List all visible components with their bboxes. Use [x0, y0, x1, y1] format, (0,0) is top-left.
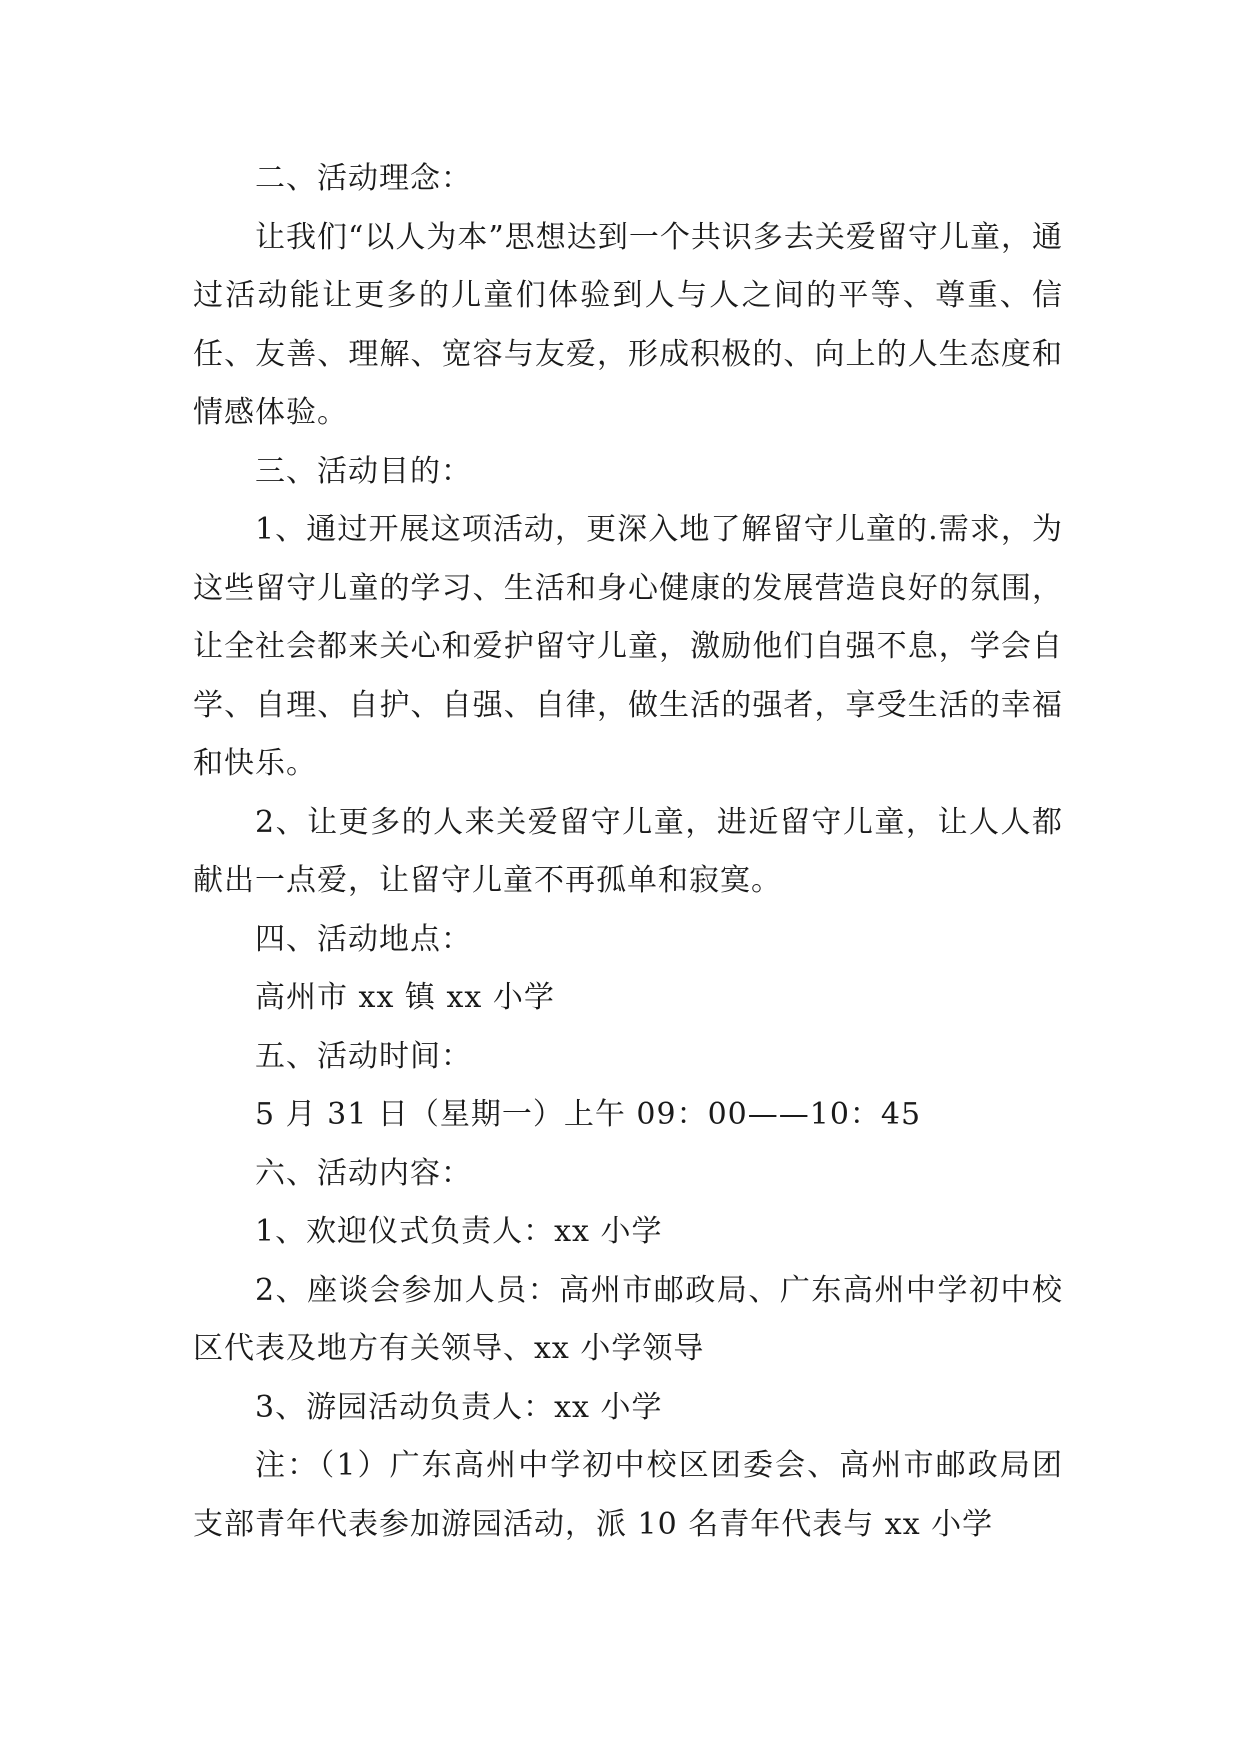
- paragraph-content-3: 3、游园活动负责人：xx 小学: [255, 1389, 663, 1425]
- paragraph-time: 5 月 31 日（星期一）上午 09：00——10：45: [255, 1097, 922, 1132]
- section-heading-time: 五、活动时间：: [255, 1038, 472, 1074]
- section-heading-content: 六、活动内容：: [255, 1155, 472, 1191]
- section-heading-location: 四、活动地点：: [255, 921, 472, 957]
- paragraph-purpose-2: 2、让更多的人来关爱留守儿童，进近留守儿童，让人人都献出一点爱，让留守儿童不再孤单和寂寞。: [193, 804, 1063, 898]
- paragraph-content-1: 1、欢迎仪式负责人：xx 小学: [255, 1214, 663, 1249]
- paragraph-location: 高州市 xx 镇 xx 小学: [255, 980, 555, 1015]
- paragraph-purpose-1: 1、通过开展这项活动，更深入地了解留守儿童的.需求，为这些留守儿童的学习、生活和身心健康的发展营造良好的氛围，让全社会都来关心和爱护留守儿童，激励他们自强不息，学会自学、自理、自护、自强、自律，做生活的强者，享受生活的幸福和快乐。: [193, 512, 1063, 781]
- paragraph-concept: 让我们“以人为本”思想达到一个共识多去关爱留守儿童，通过活动能让更多的儿童们体验到人与人之间的平等、尊重、信任、友善、理解、宽容与友爱，形成积极的、向上的人生态度和情感体验。: [193, 219, 1063, 430]
- paragraph-content-2: 2、座谈会参加人员：高州市邮政局、广东高州中学初中校区代表及地方有关领导、xx 小学领导: [193, 1272, 1063, 1366]
- paragraph-note: 注：（1）广东高州中学初中校区团委会、高州市邮政局团支部青年代表参加游园活动，派 10 名青年代表与 xx 小学: [193, 1448, 1063, 1542]
- document-body: [193, 150, 1063, 1554]
- section-heading-concept: 二、活动理念：: [255, 161, 472, 196]
- section-heading-purpose: 三、活动目的：: [255, 453, 472, 489]
